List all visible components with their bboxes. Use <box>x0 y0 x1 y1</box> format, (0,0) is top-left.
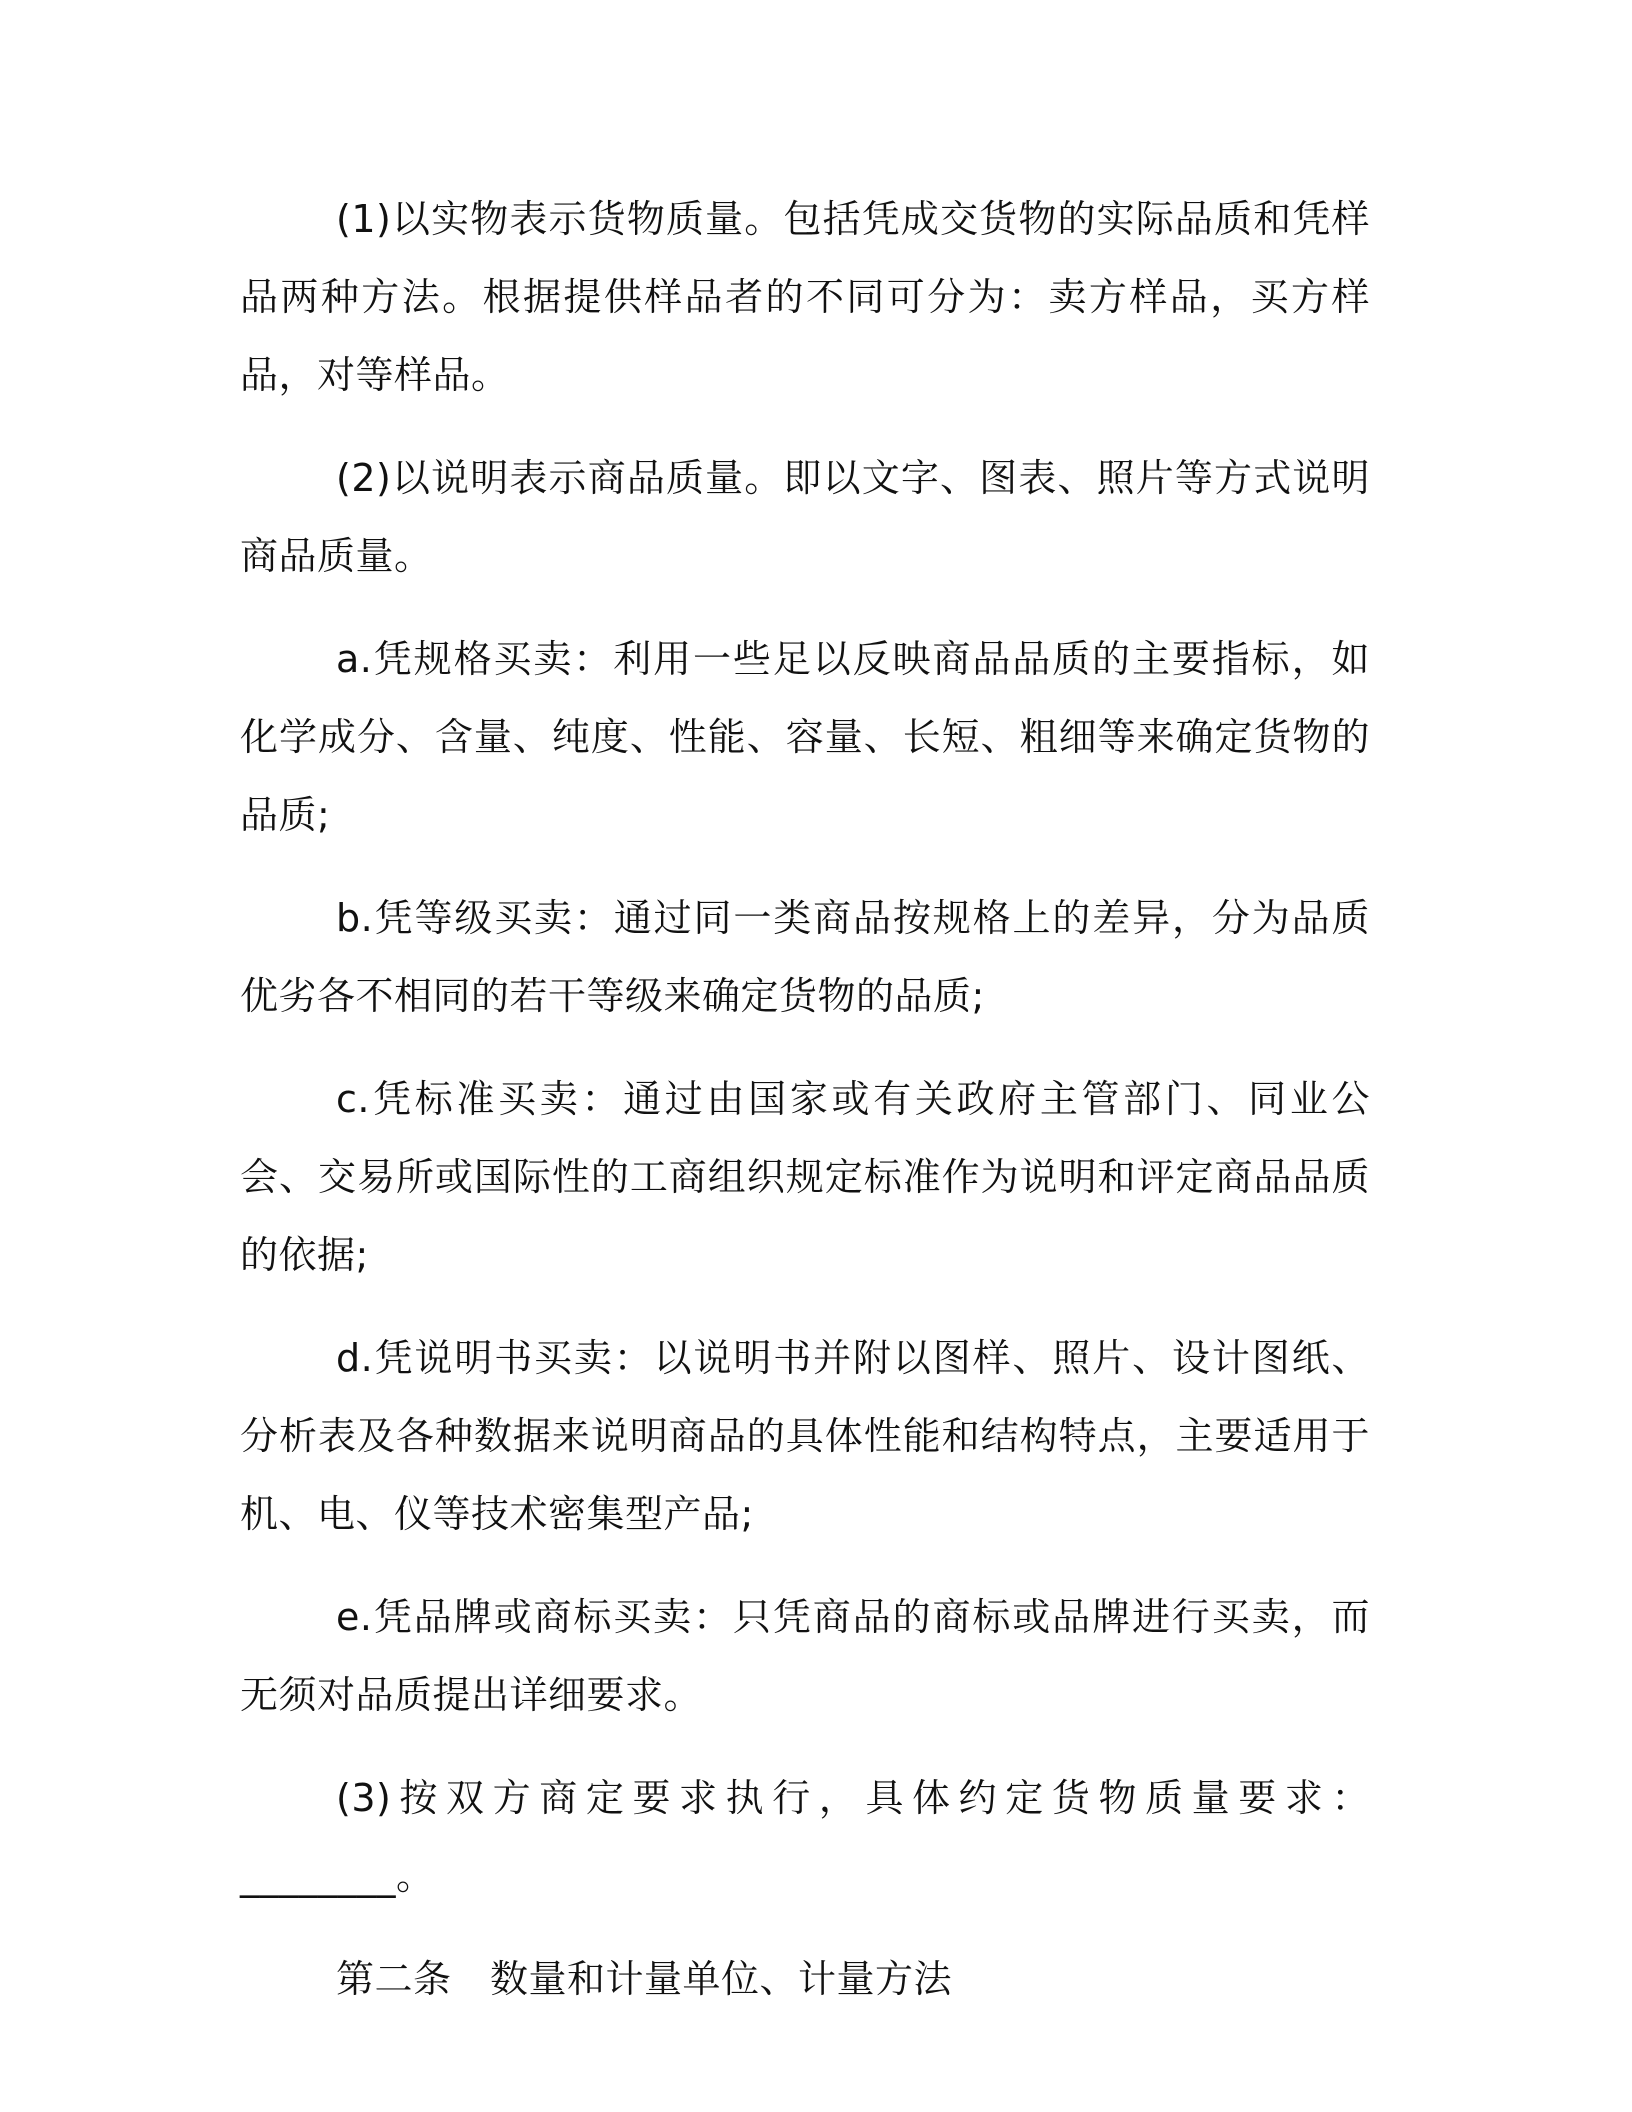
paragraph-quality-by-description: (2)以说明表示商品质量。即以文字、图表、照片等方式说明商品质量。 <box>240 456 1370 578</box>
paragraph-by-specification: a.凭规格买卖：利用一些足以反映商品品质的主要指标，如化学成分、含量、纯度、性能、容量、长短、粗细等来确定货物的品质; <box>240 637 1370 837</box>
paragraph-by-manual: d.凭说明书买卖：以说明书并附以图样、照片、设计图纸、分析表及各种数据来说明商品的具体性能和结构特点，主要适用于机、电、仪等技术密集型产品; <box>240 1336 1370 1536</box>
paragraph-by-standard: c.凭标准买卖：通过由国家或有关政府主管部门、同业公会、交易所或国际性的工商组织规定标准作为说明和评定商品品质的依据; <box>240 1077 1370 1277</box>
paragraph-quality-by-sample: (1)以实物表示货物质量。包括凭成交货物的实际品质和凭样品两种方法。根据提供样品者的不同可分为：卖方样品，买方样品，对等样品。 <box>240 197 1370 397</box>
document-page <box>240 180 1370 2043</box>
paragraph-by-brand: e.凭品牌或商标买卖：只凭商品的商标或品牌进行买卖，而无须对品质提出详细要求。 <box>240 1595 1370 1717</box>
paragraph-by-grade: b.凭等级买卖：通过同一类商品按规格上的差异，分为品质优劣各不相同的若干等级来确定货物的品质; <box>240 896 1370 1018</box>
paragraph-agreed-requirements: (3)按双方商定要求执行，具体约定货物质量要求：________。 <box>240 1776 1370 1898</box>
article-heading: 第二条 数量和计量单位、计量方法 <box>336 1957 953 2001</box>
